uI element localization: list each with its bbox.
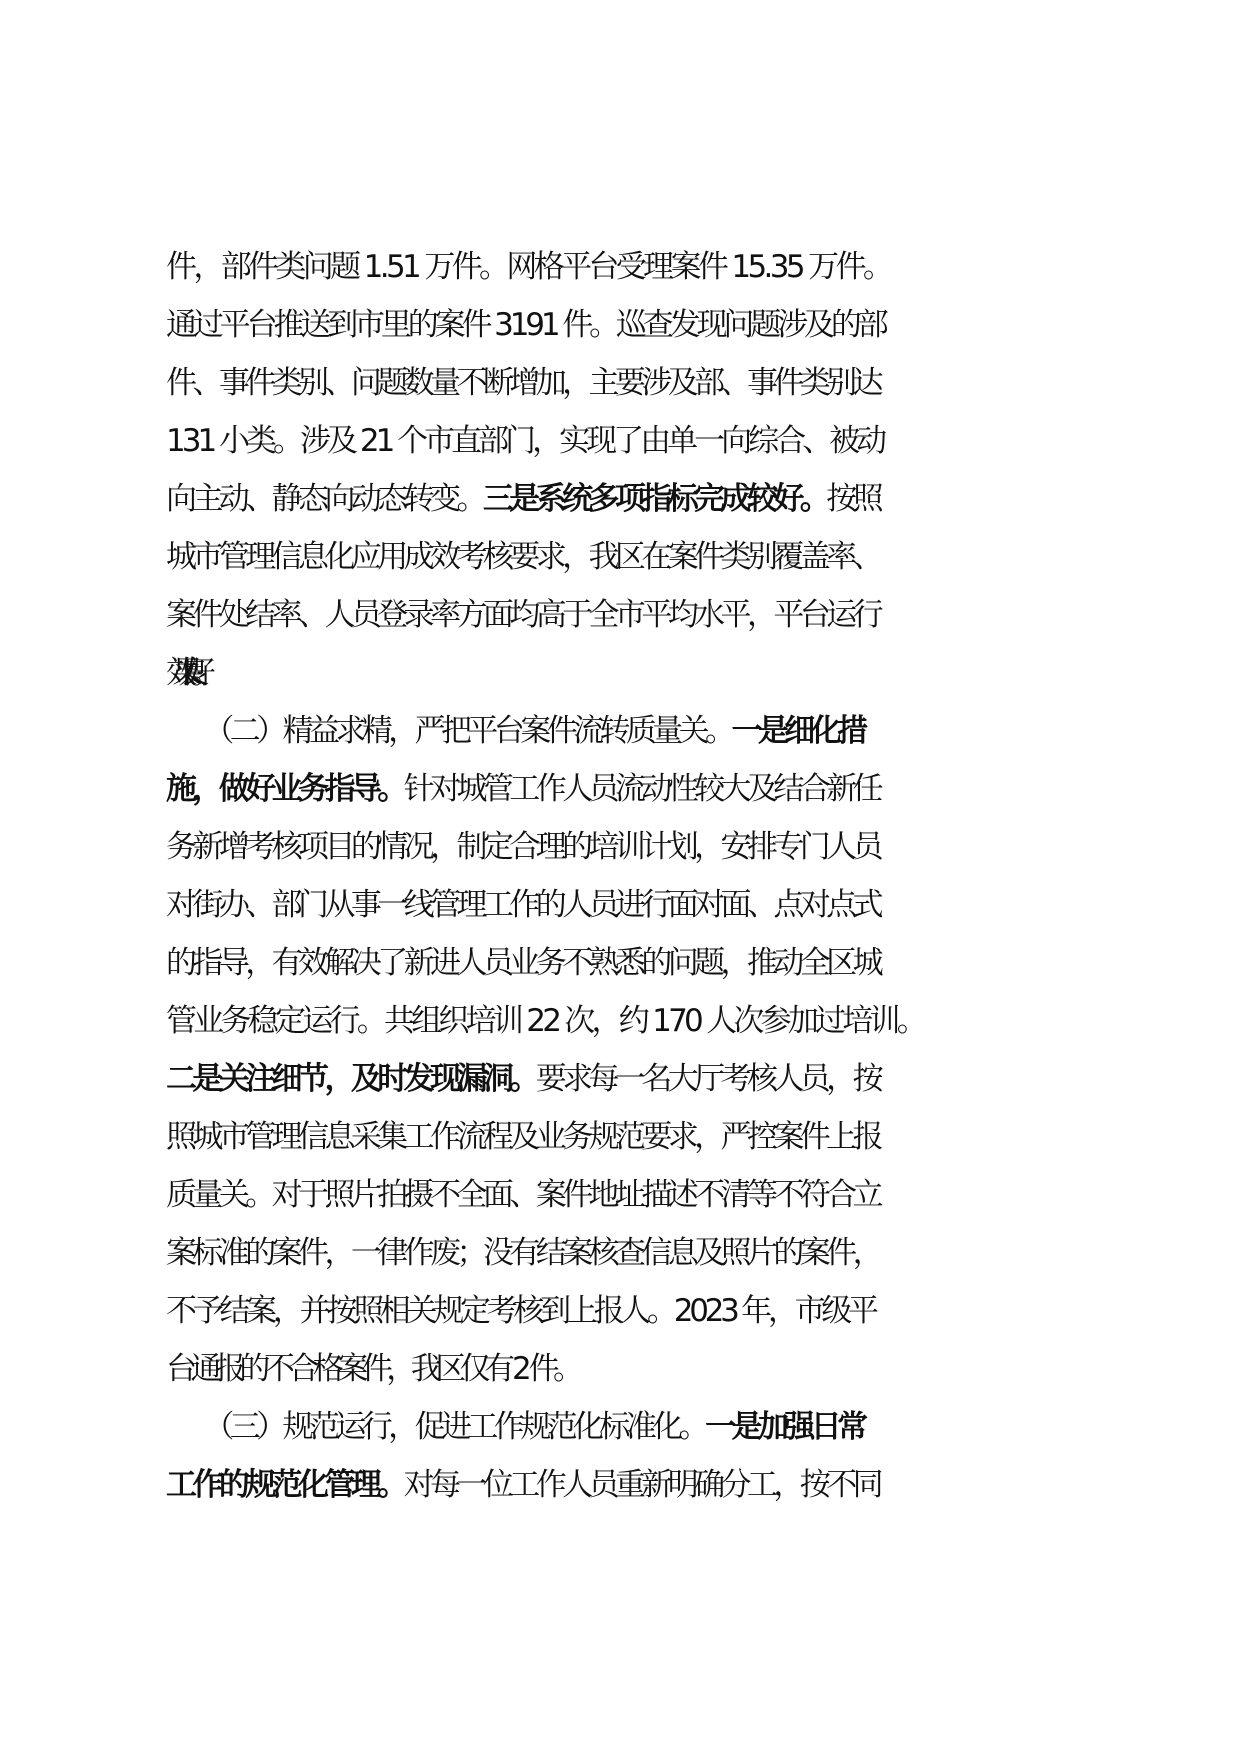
body-text: 对街办、部门从事一线管理工作的人员进行面对面、点对点式 — [166, 887, 879, 923]
body-text: 对每一位工作人员重新明确分工，按不同 — [403, 1467, 880, 1503]
text-line — [166, 528, 1096, 586]
text-line — [166, 1456, 1096, 1514]
text-line — [166, 1108, 1096, 1166]
body-text: 按照 — [826, 481, 880, 517]
text-line — [166, 1224, 1096, 1282]
body-text: 131 小类。涉及 21 个市直部门，实现了由单一向综合、被动 — [166, 423, 884, 459]
body-text: 的指导，有效解决了新进人员业务不熟悉的问题，推动全区城 — [166, 945, 879, 981]
bold-heading-text: 一是细化措 — [731, 713, 864, 749]
text-line — [166, 992, 1096, 1050]
text-line — [166, 354, 1096, 412]
body-text: 质量关。对于照片拍摄不全面、案件地址描述不清等不符合立 — [166, 1177, 879, 1213]
body-text: 管业务稳定运行。共组织培训 22 次，约 170 人次参加过培训。 — [166, 1003, 925, 1039]
text-line — [166, 1282, 1096, 1340]
body-text: 针对城管工作人员流动性较大及结合新任 — [403, 771, 880, 807]
body-text: 务新增考核项目的情况，制定合理的培训计划，安排专门人员 — [166, 829, 879, 865]
text-line — [166, 876, 1096, 934]
body-text: 件，部件类问题 1.51 万件。网格平台受理案件 15.35 万件。 — [166, 249, 891, 285]
text-line — [166, 1340, 1096, 1398]
text-line — [166, 470, 1096, 528]
text-line — [166, 238, 1096, 296]
bold-heading-text: 三是系统多项指标完成较好。 — [482, 481, 827, 517]
body-text: 通过平台推送到市里的案件 3191 件。巡查发现问题涉及的部 — [166, 307, 885, 343]
body-text: 照城市管理信息采集工作流程及业务规范要求，严控案件上报 — [166, 1119, 879, 1155]
body-text: （三）规范运行，促进工作规范化标准化。 — [166, 1409, 706, 1445]
body-text: 台通报的不合格案件，我区仅有 2 件。 — [166, 1351, 578, 1387]
text-line — [166, 586, 1096, 644]
text-line — [166, 644, 1096, 702]
text-line — [166, 1166, 1096, 1224]
text-line — [166, 934, 1096, 992]
text-line — [166, 412, 1096, 470]
body-text: （二）精益求精，严把平台案件流转质量关。 — [166, 713, 732, 749]
text-line — [166, 1050, 1096, 1108]
bold-heading-text: 一是加强日常 — [705, 1409, 864, 1445]
body-text: 不予结案，并按照相关规定考核到上报人。2023 年，市级平 — [166, 1293, 875, 1329]
body-text: 要求每一名大厅考核人员，按 — [535, 1061, 879, 1097]
text-line — [166, 1398, 1096, 1456]
text-line — [166, 818, 1096, 876]
body-text: 案件处结率、人员登录率方面均高于全市平均水平，平台运行 — [166, 597, 879, 633]
document-body — [166, 238, 1096, 1514]
text-line — [166, 760, 1096, 818]
body-text: 城市管理信息化应用成效考核要求，我区在案件类别覆盖率、 — [166, 539, 879, 575]
bold-heading-text: 二是关注细节，及时发现漏洞。 — [166, 1061, 536, 1097]
body-text: 案标准的案件，一律作废；没有结案核查信息及照片的案件， — [166, 1235, 879, 1271]
text-line — [166, 702, 1096, 760]
bold-heading-text: 工作的规范化管理。 — [166, 1467, 404, 1503]
text-line — [166, 296, 1096, 354]
body-text: 向主动、静态向动态转变。 — [166, 481, 483, 517]
body-text: 件、事件类别、问题数量不断增加，主要涉及部、事件类别达 — [166, 365, 879, 401]
bold-heading-text: 施，做好业务指导。 — [166, 771, 404, 807]
body-text: 效果良好。 — [166, 655, 197, 691]
